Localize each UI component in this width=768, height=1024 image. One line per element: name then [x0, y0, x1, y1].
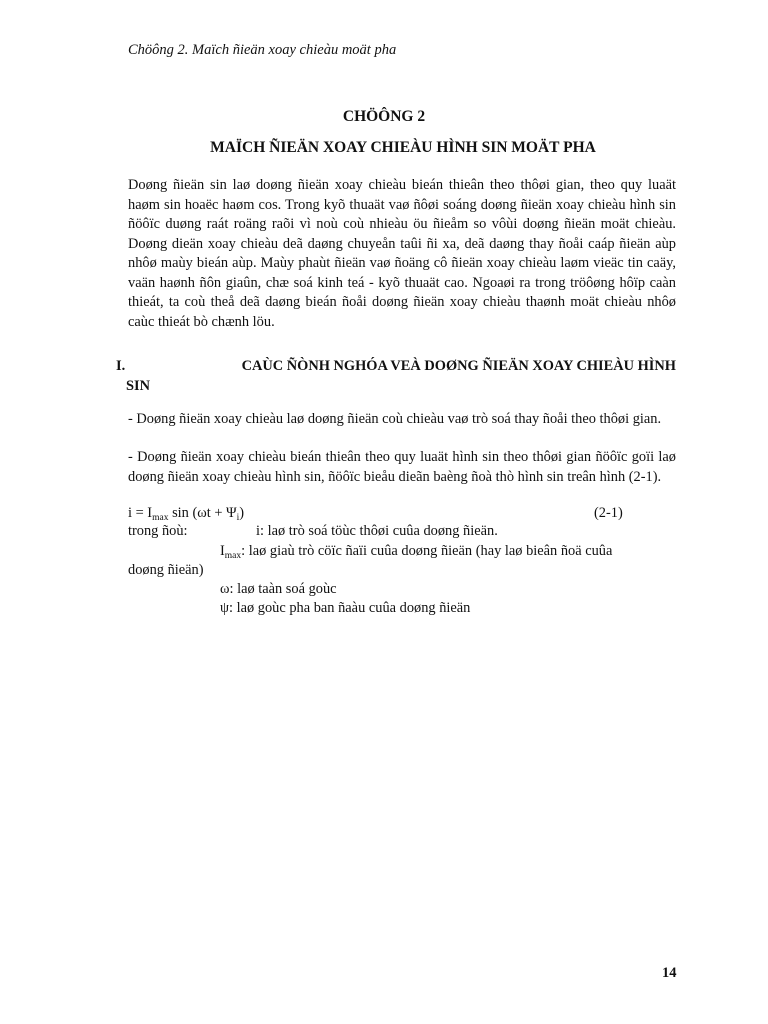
- legend-imax-definition: [220, 542, 612, 562]
- page-number: 14: [662, 965, 677, 981]
- legend-imax-continuation: doøng ñieän): [128, 562, 204, 578]
- definition-paragraph-2: - Doøng ñieän xoay chieàu bieán thieân theo quy luaät hình sin theo thôøi gian ñöôïc goïi laø doøng ñieän xoay chieàu hình sin, ñöôïc bieåu dieãn baèng ñoà thò hình sin treân hình (2-1).: [128, 449, 676, 485]
- legend-imax-subscript: max: [224, 551, 242, 561]
- definition-paragraph-1: - Doøng ñieän xoay chieàu laø doøng ñieän coù chieàu vaø trò soá thay ñoåi theo thôøi gian.: [128, 411, 662, 427]
- formula-lhs: i = I: [128, 505, 153, 521]
- section-heading-line-2: SIN: [126, 377, 150, 394]
- section-heading-line-1: [116, 357, 676, 377]
- chapter-title: MAÏCH ÑIEÄN XOAY CHIEÀU HÌNH SIN MOÄT PHA: [210, 139, 596, 156]
- legend-imax-text: : laø giaù trò cöïc ñaïi cuûa doøng ñieän (hay laø bieân ñoä cuûa: [241, 543, 613, 559]
- legend-i-definition: i: laø trò soá töùc thôøi cuûa doøng ñieän.: [256, 523, 498, 539]
- legend-imax-symbol: I: [220, 543, 225, 559]
- chapter-number: CHÖÔNG 2: [342, 108, 426, 125]
- equation-number: (2-1): [594, 505, 623, 521]
- running-header: Chöông 2. Maïch ñieän xoay chieàu moät pha: [128, 42, 397, 58]
- legend-omega-definition: ω: laø taàn soá goùc: [220, 581, 337, 597]
- formula-tail: ): [239, 505, 245, 521]
- section-numeral: I.: [116, 358, 126, 374]
- formula-lhs-subscript: max: [152, 513, 169, 523]
- formula-mid: sin (ωt + Ψ: [168, 505, 237, 521]
- section-heading-text: CAÙC ÑÒNH NGHÓA VEÀ DOØNG ÑIEÄN XOAY CHIEÀU HÌNH: [241, 358, 676, 374]
- sine-current-formula: [128, 504, 676, 524]
- legend-where-label: trong ñoù:: [128, 523, 188, 539]
- legend-psi-definition: ψ: laø goùc pha ban ñaàu cuûa doøng ñieän: [220, 600, 471, 616]
- formula-mid-subscript: i: [236, 513, 240, 523]
- section-heading: [116, 357, 676, 396]
- intro-paragraph: Doøng ñieän sin laø doøng ñieän xoay chieàu bieán thieân theo thôøi gian, theo quy luaät haøm sin hoaëc haøm cos. Trong kyõ thuaät vaø ñôøi soáng doøng ñieän xoay chieàu hình sin ñöôïc duøng raát roäng raõi vì noù coù nhieàu öu ñieåm so vôùi doøng ñieän moät chieàu. Doøng dieän xoay chieàu deã daøng chuyeån taûi ñi xa, deã daøng thay ñoåi caáp ñieän aùp nhôø maùy bieán aùp. Maùy phaùt ñieän vaø ñoäng cô ñieän xoay chieàu laøm vieäc tin caäy, vaän haønh ñôn giaûn, chæ soá kinh teá - kyõ thuaät cao. Ngoaøi ra trong tröôøng hôïp caàn thieát, ta coù theå deã daøng bieán ñoåi doøng ñieän xoay chieàu thaønh moät chieàu nhôø caùc thieát bò chænh löu.: [128, 177, 676, 330]
